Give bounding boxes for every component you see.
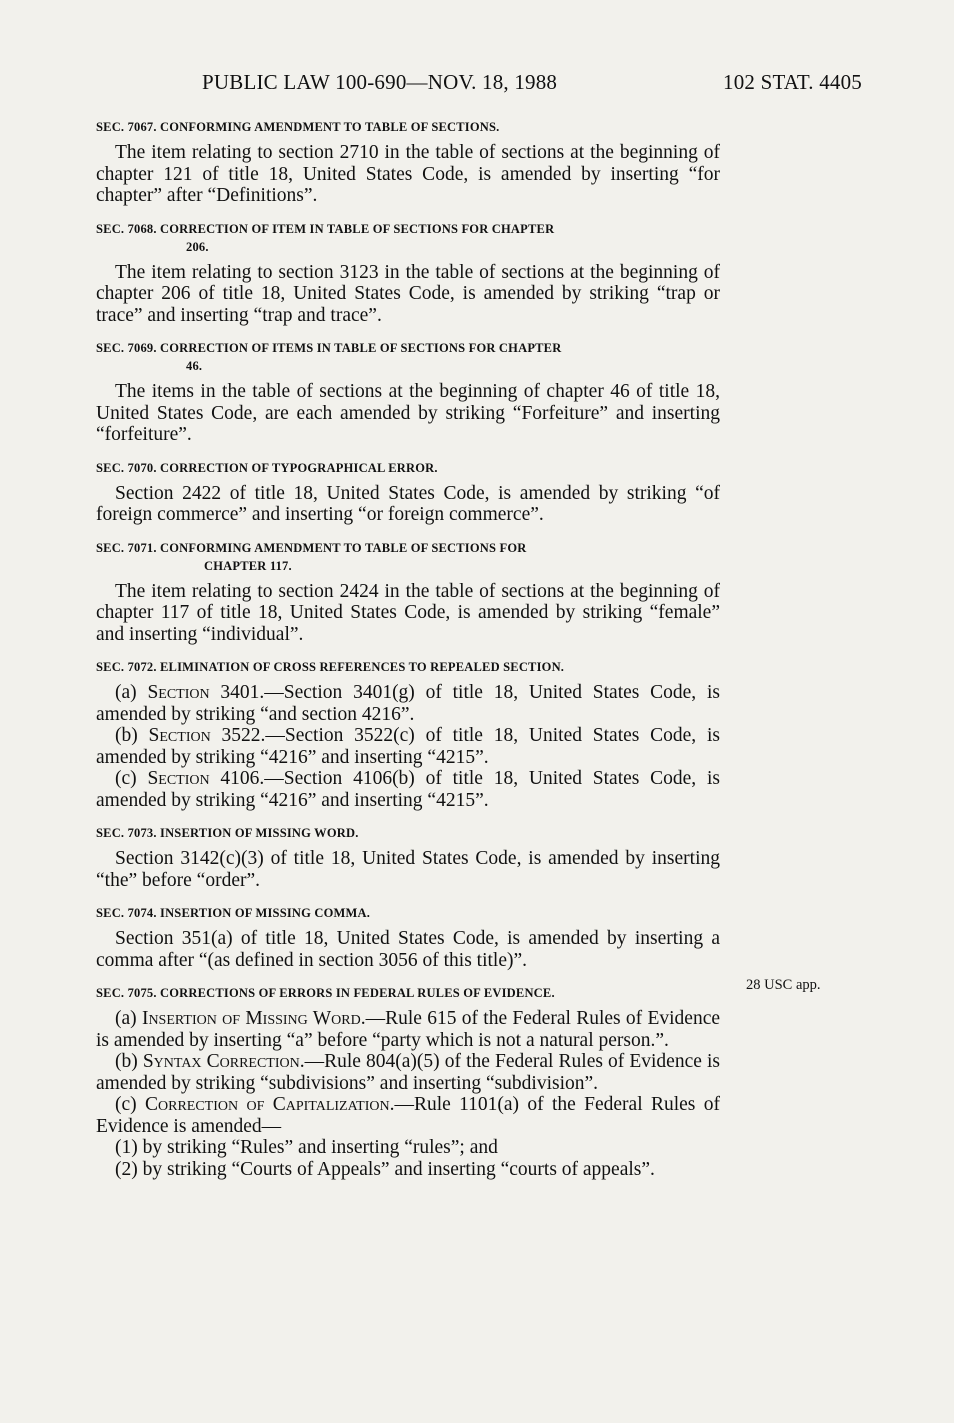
subsection-7075-c bbox=[96, 1094, 720, 1137]
subsection-caption: Section 3401. bbox=[147, 682, 265, 703]
section-heading-7075: SEC. 7075. CORRECTIONS OF ERRORS IN FEDERAL RULES OF EVIDENCE. bbox=[96, 986, 555, 1000]
subsection-label: (b) bbox=[115, 1051, 143, 1072]
section-heading-7071-line2: CHAPTER 117. bbox=[204, 558, 292, 573]
subsection-text: —Section 4106(b) of title 18, United States Code, is amended by striking “4216” and inserting “4215”. bbox=[96, 768, 720, 811]
section-heading-7069-line1: SEC. 7069. CORRECTION OF ITEMS IN TABLE OF SECTIONS FOR CHAPTER bbox=[96, 341, 562, 355]
subsection-7072-a bbox=[96, 682, 720, 725]
subsection-label: (a) bbox=[115, 1008, 142, 1029]
section-heading-7069 bbox=[96, 339, 720, 375]
subsection-label: (a) bbox=[115, 682, 148, 703]
section-heading-7069-line2: 46. bbox=[186, 359, 203, 373]
section-heading-7071-line1: SEC. 7071. CONFORMING AMENDMENT TO TABLE OF SECTIONS FOR bbox=[96, 540, 527, 555]
running-title: PUBLIC LAW 100-690—NOV. 18, 1988 bbox=[202, 70, 558, 94]
subsection-7072-b bbox=[96, 725, 720, 768]
subsection-label: (c) bbox=[115, 768, 148, 789]
document-body bbox=[96, 118, 720, 1180]
stat-page-number: 102 STAT. 4405 bbox=[723, 70, 862, 94]
section-heading-7068 bbox=[96, 220, 720, 256]
section-body-7071: The item relating to section 2424 in the table of sections at the beginning of chapter 117 of title 18, United States Code, is amended by striking “female” and inserting “individual”. bbox=[96, 580, 720, 645]
subsection-caption: Section 3522. bbox=[148, 725, 266, 746]
subsection-caption: Correction of Capitalization. bbox=[145, 1094, 395, 1115]
subsection-7075-a bbox=[96, 1008, 720, 1051]
subsection-text: —Rule 1101(a) of the Federal Rules of Evidence is amended— bbox=[96, 1094, 720, 1137]
subsection-text: —Section 3522(c) of title 18, United States Code, is amended by striking “4216” and inserting “4215”. bbox=[96, 725, 720, 768]
subsection-7075-b bbox=[96, 1051, 720, 1094]
section-heading-7073: SEC. 7073. INSERTION OF MISSING WORD. bbox=[96, 826, 359, 840]
section-heading-7068-line1: SEC. 7068. CORRECTION OF ITEM IN TABLE OF SECTIONS FOR CHAPTER bbox=[96, 221, 555, 236]
section-body-7073: Section 3142(c)(3) of title 18, United States Code, is amended by inserting “the” before “order”. bbox=[96, 848, 720, 891]
paragraph-7075-c-2: (2) by striking “Courts of Appeals” and inserting “courts of appeals”. bbox=[115, 1158, 655, 1180]
section-body-7070: Section 2422 of title 18, United States Code, is amended by striking “of foreign commerce” and inserting “or foreign commerce”. bbox=[96, 482, 720, 525]
section-heading-7074: SEC. 7074. INSERTION OF MISSING COMMA. bbox=[96, 906, 371, 920]
section-heading-7072: SEC. 7072. ELIMINATION OF CROSS REFERENCES TO REPEALED SECTION. bbox=[96, 660, 565, 674]
section-body-7067: The item relating to section 2710 in the table of sections at the beginning of chapter 121 of title 18, United States Code, is amended by inserting “for chapter” after “Definitions”. bbox=[96, 142, 720, 206]
subsection-label: (b) bbox=[115, 725, 149, 746]
section-body-7068: The item relating to section 3123 in the table of sections at the beginning of chapter 206 of title 18, United States Code, is amended by striking “trap or trace” and inserting “trap and trace”. bbox=[96, 261, 720, 326]
section-body-7069: The items in the table of sections at the beginning of chapter 46 of title 18, United States Code, are each amended by striking “Forfeiture” and inserting “forfeiture”. bbox=[96, 381, 720, 445]
subsection-7072-c bbox=[96, 768, 720, 811]
subsection-caption: Insertion of Missing Word. bbox=[141, 1008, 366, 1029]
section-heading-7067: SEC. 7067. CONFORMING AMENDMENT TO TABLE OF SECTIONS. bbox=[96, 120, 500, 134]
section-heading-7068-line2: 206. bbox=[186, 239, 209, 254]
subsection-text: —Rule 615 of the Federal Rules of Evidence is amended by inserting “a” before “party which is not a natural person.”. bbox=[96, 1008, 720, 1051]
section-heading-7070: SEC. 7070. CORRECTION OF TYPOGRAPHICAL ERROR. bbox=[96, 460, 438, 475]
margin-note-28-usc: 28 USC app. bbox=[746, 977, 821, 993]
section-heading-7071 bbox=[96, 539, 720, 575]
paragraph-7075-c-1: (1) by striking “Rules” and inserting “rules”; and bbox=[115, 1137, 498, 1158]
subsection-caption: Syntax Correction. bbox=[142, 1051, 305, 1072]
subsection-caption: Section 4106. bbox=[147, 768, 265, 789]
subsection-text: —Section 3401(g) of title 18, United States Code, is amended by striking “and section 4216”. bbox=[96, 682, 720, 725]
section-body-7074: Section 351(a) of title 18, United States Code, is amended by inserting a comma after “(as defined in section 3056 of this title)”. bbox=[96, 928, 720, 971]
subsection-label: (c) bbox=[115, 1094, 145, 1115]
subsection-text: —Rule 804(a)(5) of the Federal Rules of Evidence is amended by striking “subdivisions” and inserting “subdivision”. bbox=[96, 1051, 720, 1094]
